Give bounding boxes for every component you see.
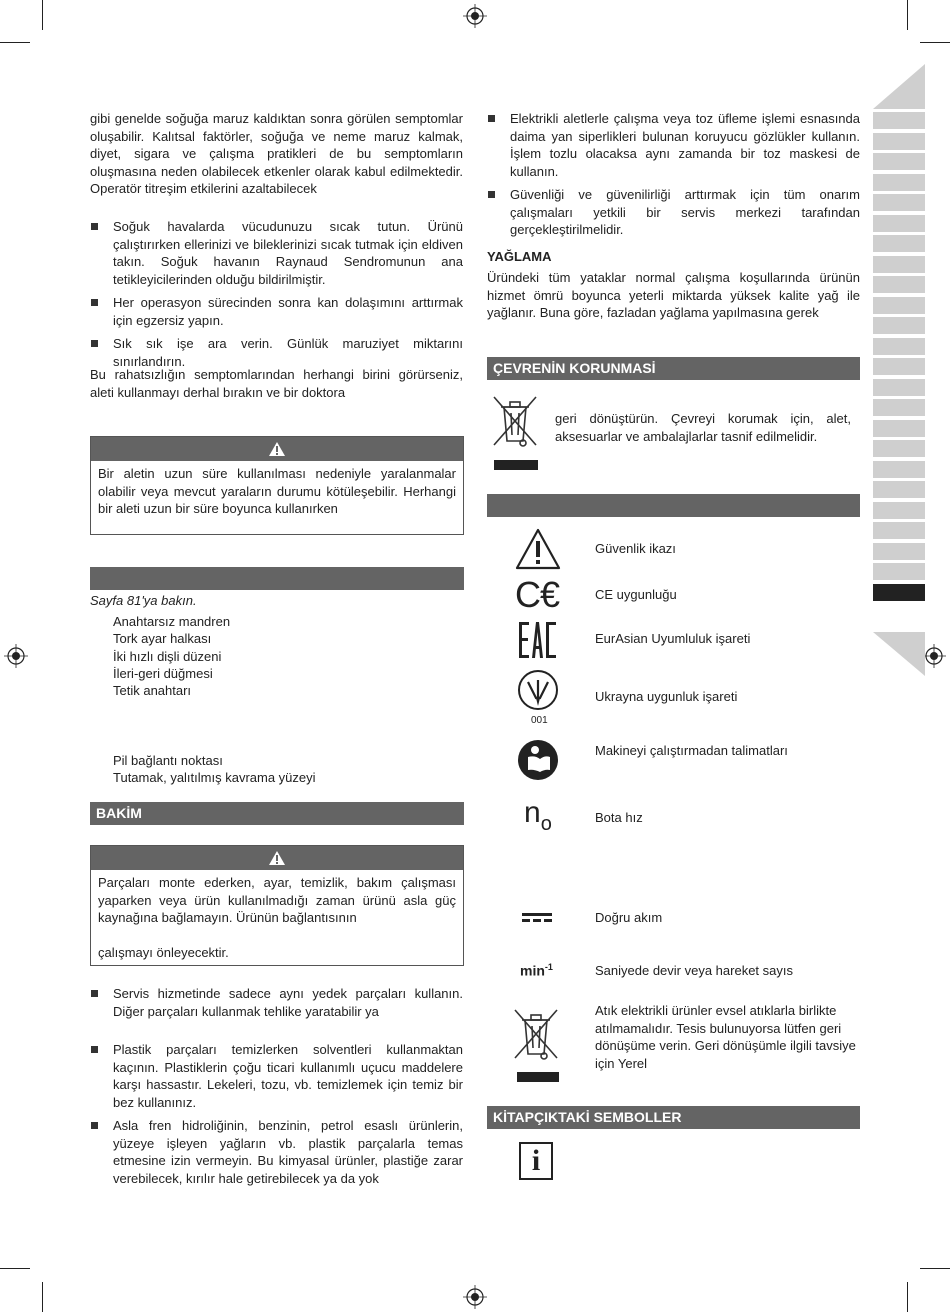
language-tab <box>873 379 925 396</box>
list-item: Elektrikli aletlerle çalışma veya toz üfleme işlemi esnasında daima yan siperlikleri bulunan koruyucu gözlükler kullanın. İşlem tozlu olacaksa aynı zamanda bir toz maskesi de kullanın. <box>487 110 860 180</box>
eac-mark-icon <box>518 620 558 660</box>
parts-list <box>113 613 230 699</box>
crop-mark <box>907 0 908 30</box>
symbol-label: Ukrayna uygunluk işareti <box>595 689 738 704</box>
maintenance-section-bar: BAKİM <box>90 802 464 825</box>
ce-mark-icon: C€ <box>515 574 560 615</box>
symbol-label: Makineyi çalıştırmadan talimatları <box>595 743 788 758</box>
language-tab <box>873 235 925 252</box>
direct-current-icon <box>521 912 553 924</box>
list-item: Güvenliği ve güvenilirliği arttırmak için tüm onarım çalışmaları yetkili bir servis merkezi tarafından gerçekleştirilmelidir. <box>487 186 860 239</box>
language-tab <box>873 461 925 478</box>
list-item: İki hızlı dişli düzeni <box>113 648 222 664</box>
registration-mark-icon <box>463 1285 487 1309</box>
intro-paragraph: gibi genelde soğuğa maruz kaldıktan sonra görülen semptomlar oluşabilir. Kalıtsal faktörler, soğuğa ve neme maruz kalmak, diyet, sigara ve çalışma pratikleri de bu semptomların oluşmasına neden olabilecek etkenler olarak kabul edilmektedir. Operatör titreşim etkilerini azaltabilecek <box>90 111 463 196</box>
min-glyph: min <box>520 962 545 979</box>
crop-mark <box>0 42 30 43</box>
no-load-speed-subscript: o <box>540 813 552 835</box>
warning-text-line: çalışmayı önleyecektir. <box>98 944 229 960</box>
list-item: Servis hizmetinde sadece aynı yedek parçaları kullanın. Diğer parçaları kullanmak tehlike yaratabilir ya <box>90 985 463 1020</box>
list-item: Plastik parçaları temizlerken solventleri kullanmaktan kaçının. Plastiklerin çoğu ticari kullanımlı uçucu maddelere karşı hassastır. Lekeleri, tozu, vb. temizlemek için temiz bir bez kullanınız. <box>90 1041 463 1111</box>
info-icon: i <box>519 1142 553 1180</box>
language-tab <box>873 153 925 170</box>
language-tab <box>873 174 925 191</box>
read-manual-icon <box>517 739 559 781</box>
language-tab <box>873 440 925 457</box>
language-tab <box>873 112 925 129</box>
booklet-symbols-section-bar: KİTAPÇIKTAKİ SEMBOLLER <box>487 1106 860 1129</box>
weee-bin-icon <box>511 1006 561 1084</box>
warning-triangle-icon <box>268 441 286 457</box>
language-tab <box>873 215 925 232</box>
language-tab <box>873 399 925 416</box>
language-tab <box>873 522 925 539</box>
registration-mark-icon <box>4 644 28 668</box>
language-tab <box>873 420 925 437</box>
crop-mark <box>0 1268 30 1269</box>
language-tab <box>873 481 925 498</box>
symbol-label: Doğru akım <box>595 910 663 925</box>
warning-box <box>90 436 464 535</box>
language-tab <box>873 502 925 519</box>
list-item: Tetik anahtarı <box>113 683 192 699</box>
safety-bullet-list <box>487 110 860 245</box>
list-item: Her operasyon sürecinden sonra kan dolaşımını arttırmak için egzersiz yapın. <box>90 294 463 329</box>
list-item: Tork ayar halkası <box>113 631 212 647</box>
warning-box <box>90 845 464 966</box>
warning-header <box>91 846 463 870</box>
crop-mark <box>42 1282 43 1312</box>
list-item: Anahtarsız mandren <box>113 614 231 629</box>
lubrication-heading: YAĞLAMA <box>487 249 552 264</box>
no-load-speed-glyph: n <box>524 796 541 829</box>
maintenance-bullet-list <box>90 985 463 1193</box>
symbol-label: Saniyede devir veya hareket sayıs <box>595 963 793 978</box>
min-icon <box>520 962 553 979</box>
language-tab <box>873 276 925 293</box>
language-tab <box>873 358 925 375</box>
crop-mark <box>920 1268 950 1269</box>
warning-triangle-icon <box>515 528 561 570</box>
list-item: Soğuk havalarda vücudunuzu sıcak tutun. Ürünü çalıştırırken ellerinizi ve bileklerinizi sıcak tutmak için eldiven takın. Soğuk havanın Raynaud Sendromunun ana tetikleyicilerinden olduğu bildirilmiştir. <box>90 218 463 288</box>
list-item: Asla fren hidroliğinin, benzinin, petrol esaslı ürünlerin, yüzeye işleyen yağların vb. plastik parçalarla temas etmesine izin vermeyin. Bu kimyasal ürünler, plastiğe zarar verebilecek, kırılır hale getirebilecek ya da yok <box>90 1117 463 1187</box>
symbol-label: Güvenlik ikazı <box>595 541 676 556</box>
min-superscript: -1 <box>544 962 553 972</box>
list-item: İleri-geri düğmesi <box>113 665 213 681</box>
crop-mark <box>907 1282 908 1312</box>
list-item: Tutamak, yalıtılmış kavrama yüzeyi <box>113 770 316 786</box>
list-item: Sık sık işe ara verin. Günlük maruziyet miktarını sınırlandırın. <box>90 335 463 370</box>
language-tab <box>873 297 925 314</box>
symbol-label: Atık elektrikli ürünler evsel atıklarla birlikte atılmamalıdır. Tesis bulunuyorsa lütfen geri dönüşüme verin. Geri dönüşümle ilgili tavsiye için Yerel <box>595 1003 856 1071</box>
parts-list <box>113 752 316 787</box>
vibration-bullet-list <box>90 218 463 376</box>
environment-text: geri dönüştürün. Çevreyi korumak için, alet, aksesuarlar ve ambalajlarlar tasnif edilmelidir. <box>555 411 851 444</box>
symbol-label: EurAsian Uyumluluk işareti <box>595 631 751 646</box>
no-load-speed-icon <box>524 798 552 833</box>
language-tab <box>873 563 925 580</box>
warning-text-line: Parçaları monte ederken, ayar, temizlik, bakım çalışması yaparken veya ürün kullanılmadığı zaman ürünü asla güç kaynağına bağlamayın. Ürünün bağlantısının <box>98 875 456 925</box>
weee-bin-icon <box>490 393 540 471</box>
symbol-label: Bota hız <box>595 810 643 825</box>
crop-mark <box>42 0 43 30</box>
language-tab <box>873 194 925 211</box>
language-tab <box>873 317 925 334</box>
parts-section-bar <box>90 567 464 590</box>
crop-mark <box>920 42 950 43</box>
environment-section-bar: ÇEVRENİN KORUNMASİ <box>487 357 860 380</box>
language-tab <box>873 133 925 150</box>
symbol-label: CE uygunluğu <box>595 587 677 602</box>
lubrication-text: Üründeki tüm yataklar normal çalışma koşullarında ürünün hizmet ömrü boyunca yeterli miktarda yüksek kalite yağ ile yağlanır. Buna göre, fazladan yağlama yapılmasına gerek <box>487 270 860 320</box>
warning-text: Bir aletin uzun süre kullanılması nedeniyle yaralanmalar olabilir veya mevcut yaraların durumu kötüleşebilir. Herhangi bir aleti uzun bir süre boyunca kullanırken <box>98 466 456 516</box>
symbols-section-bar <box>487 494 860 517</box>
ukraine-mark-code: 001 <box>531 715 548 726</box>
list-item: Pil bağlantı noktası <box>113 753 223 768</box>
warning-header <box>91 437 463 461</box>
registration-mark-icon <box>463 4 487 28</box>
language-tab <box>873 584 925 601</box>
warning-triangle-icon <box>268 850 286 866</box>
language-tab <box>873 543 925 560</box>
warning-text <box>91 870 463 961</box>
language-tab <box>873 338 925 355</box>
language-tab <box>873 256 925 273</box>
closing-paragraph: Bu rahatsızlığın semptomlarından herhangi birini görürseniz, aleti kullanmayı derhal bırakın ve bir doktora <box>90 367 463 400</box>
parts-reference: Sayfa 81'ya bakın. <box>90 593 197 608</box>
